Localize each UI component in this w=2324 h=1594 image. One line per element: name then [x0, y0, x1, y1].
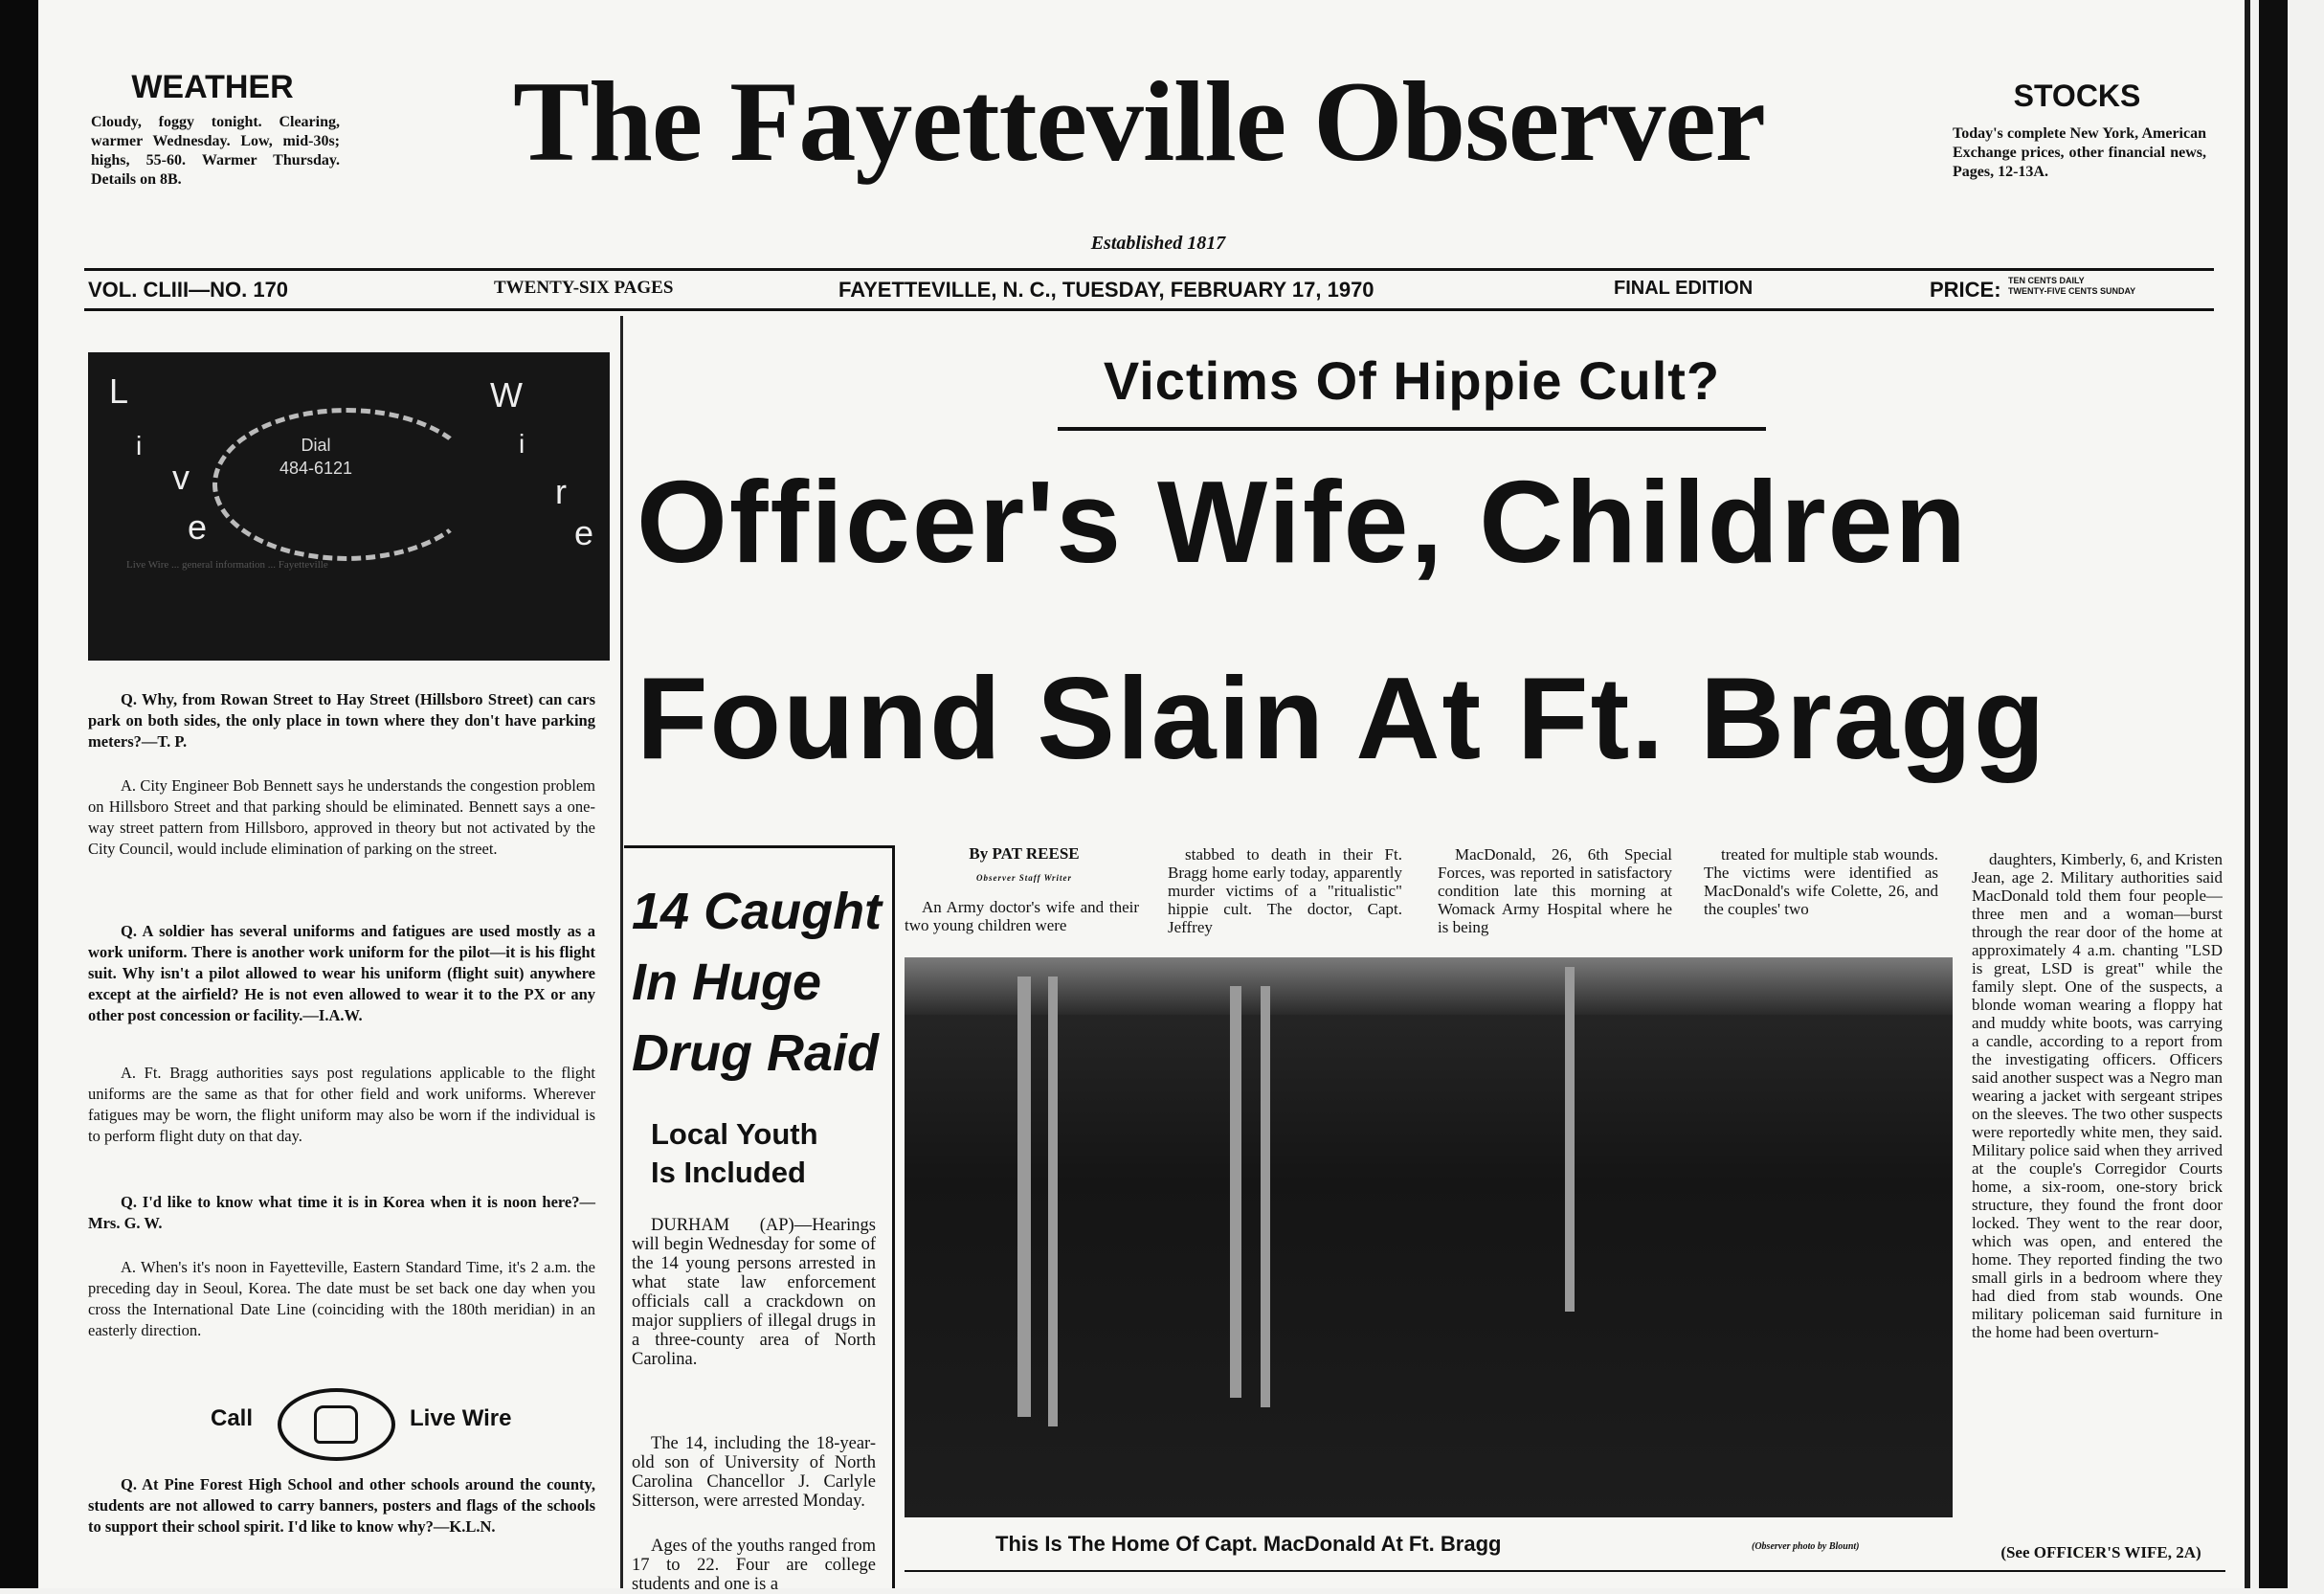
live-wire-letter: i	[136, 431, 143, 460]
photo-post	[1565, 967, 1575, 1312]
byline-title: Observer Staff Writer	[975, 873, 1072, 883]
page-edge-right	[2259, 0, 2288, 1588]
story-column: An Army doctor's wife and their two young children were	[905, 898, 1139, 934]
story-column: daughters, Kimberly, 6, and Kristen Jean, age 2. Military authorities said MacDonald told them four people—three men and a woman—burst through the rear door of the home at approximately 4 a.m. chanting "LSD is great, LSD is great" while the family slept. One of the suspects, a blonde woman wearing a floppy hat and muddy white boots, was carrying a candle, according to a report from the investigating officers. Officers said another suspect was a Negro man wearing a jacket with sergeant stripes on the sleeves. The two other suspects were reportedly white men, they said. Military police said when they arrived at the couple's Corregidor Courts home, a six-room, one-story brick structure, they found the front door locked. They went to the rear door, which was open, and entered the home. They reported finding the two small girls in a bedroom where they had died from stab wounds. One military policeman said furniture in the home had been overturn-	[1972, 850, 2223, 1341]
story-column: stabbed to death in their Ft. Bragg home early today, apparently murder victims of a "ritualistic" hippie cult. The doctor, Capt. Jeffrey	[1168, 845, 1402, 936]
page-count: TWENTY-SIX PAGES	[494, 278, 674, 298]
headline-line: 14 Caught	[632, 883, 883, 940]
photo-roofline	[905, 957, 1953, 1015]
live-wire-label: Live Wire	[410, 1405, 512, 1431]
story-column: treated for multiple stab wounds. The victims were identified as MacDonald's wife Colette, 26, and the couples' two	[1704, 845, 1938, 918]
live-wire-letter: i	[519, 429, 525, 459]
subhead-line: Is Included	[651, 1156, 806, 1189]
column-divider	[620, 316, 623, 1588]
live-wire-letter: v	[172, 458, 190, 497]
call-live-wire	[191, 1388, 536, 1455]
main-headline-line-2: Found Slain At Ft. Bragg	[637, 653, 2047, 783]
drug-raid-paragraph: Ages of the youths ranged from 17 to 22. Four are college students and one is a	[632, 1537, 876, 1594]
photo-post	[1017, 977, 1031, 1417]
story-column: MacDonald, 26, 6th Special Forces, was reported in satisfactory condition late this morning at Womack Army Hospital where he is being	[1438, 845, 1672, 936]
photo-post	[1261, 986, 1270, 1407]
place-date: FAYETTEVILLE, N. C., TUESDAY, FEBRUARY 17, 1970	[838, 278, 1374, 302]
telephone-icon	[278, 1388, 395, 1461]
price-daily: TEN CENTS DAILY	[2008, 276, 2085, 285]
phone-dial-icon	[212, 408, 480, 561]
page-edge-left	[0, 0, 38, 1588]
sidebar-divider	[892, 845, 895, 1588]
price-label: PRICE:	[1930, 278, 2001, 302]
dial-label	[279, 434, 352, 480]
live-wire-letter: r	[555, 472, 567, 511]
photo-post	[1230, 986, 1241, 1398]
live-wire-letter: W	[490, 375, 523, 415]
weather-summary: Cloudy, foggy tonight. Clearing, warmer Wednesday. Low, mid-30s; highs, 55-60. Warmer Thursday. Details on 8B.	[91, 114, 340, 188]
dateline-bottom-rule	[84, 308, 2214, 311]
photo-credit: (Observer photo by Blount)	[1752, 1541, 1860, 1552]
main-headline-line-1: Officer's Wife, Children	[637, 457, 1969, 587]
house-photo	[905, 957, 1953, 1517]
telephone-handset-icon	[314, 1405, 358, 1444]
live-wire-answer: A. City Engineer Bob Bennett says he understands the congestion problem on Hillsboro Street and that parking should be eliminated. Bennett says a one-way street pattern from Hillsboro, approved in theory but not activated by the City Council, would include elimination of parking on the street.	[88, 776, 595, 858]
live-wire-letter: L	[109, 371, 129, 411]
edition-label: FINAL EDITION	[1614, 278, 1754, 299]
live-wire-question: Q. At Pine Forest High School and other schools around the county, students are not allowed to carry banners, posters and flags of the schools to support their school spirit. I'd like to know why?—K.L.N.	[88, 1475, 595, 1536]
price-detail	[2008, 276, 2135, 297]
photo-post	[1048, 977, 1058, 1426]
live-wire-answer: A. When's it's noon in Fayetteville, Eastern Standard Time, it's 2 a.m. the preceding day in Seoul, Korea. The date must be set back one day when you cross the International Date Line (coinciding with the 180th meridian) in an easterly direction.	[88, 1258, 595, 1339]
drug-raid-paragraph: The 14, including the 18-year-old son of University of North Carolina Chancellor J. Carlyle Sitterson, were arrested Monday.	[632, 1434, 876, 1511]
live-wire-question: Q. A soldier has several uniforms and fatigues are used mostly as a work uniform. There is another work uniform for the pilot—it is his flight suit. Why isn't a pilot allowed to wear his uniform (flight suit) anywhere except at the airfield? He is not even allowed to wear it to the PX or any other post concession or facility.—I.A.W.	[88, 922, 595, 1024]
stocks-heading: STOCKS	[2013, 79, 2141, 113]
live-wire-question: Q. Why, from Rowan Street to Hay Street (Hillsboro Street) can cars park on both sides, the only place in town where they don't have parking meters?—T. P.	[88, 690, 595, 751]
photo-shadow	[905, 957, 1953, 1517]
dial-word: Dial	[301, 436, 331, 455]
established-line: Established 1817	[1090, 233, 1226, 254]
dial-number: 484-6121	[279, 459, 353, 478]
drug-raid-subhead	[651, 1115, 881, 1192]
drug-raid-paragraph: DURHAM (AP)—Hearings will begin Wednesday for some of the 14 young persons arrested in what state law enforcement officials call a crackdown on major suppliers of illegal drugs in a three-county area of North Carolina.	[632, 1216, 876, 1369]
live-wire-answer: A. Ft. Bragg authorities says post regulations applicable to the flight uniforms are the same as that for other field and work uniforms. Wherever fatigues may be worn, the flight uniform may also be worn if the individual is to perform flight duty on that day.	[88, 1064, 595, 1145]
bottom-rule	[905, 1570, 2225, 1572]
volume-number: VOL. CLIII—NO. 170	[88, 278, 289, 302]
live-wire-fine-print: Live Wire ... general information ... Fayetteville	[126, 559, 328, 571]
live-wire-logo	[88, 352, 610, 661]
stocks-summary: Today's complete New York, American Exchange prices, other financial news, Pages, 12-13A.	[1953, 125, 2206, 180]
live-wire-question: Q. I'd like to know what time it is in Korea when it is noon here?—Mrs. G. W.	[88, 1193, 595, 1232]
sidebar-top-rule	[624, 845, 892, 848]
kicker-headline: Victims Of Hippie Cult?	[1103, 350, 1721, 411]
subhead-line: Local Youth	[651, 1117, 818, 1151]
newspaper-nameplate: The Fayetteville Observer	[513, 57, 1765, 185]
page-edge-right-line	[2245, 0, 2250, 1588]
headline-line: Drug Raid	[632, 1024, 880, 1082]
weather-heading: WEATHER	[131, 69, 294, 105]
byline: By PAT REESE	[969, 844, 1080, 863]
live-wire-letter: e	[574, 513, 594, 552]
photo-caption: This Is The Home Of Capt. MacDonald At Ft. Bragg	[995, 1532, 1502, 1556]
call-label: Call	[211, 1405, 254, 1431]
live-wire-letter: e	[188, 507, 208, 547]
price-sunday: TWENTY-FIVE CENTS SUNDAY	[2008, 286, 2136, 296]
story-jump-reference: (See OFFICER'S WIFE, 2A)	[2000, 1543, 2201, 1561]
kicker-underline	[1058, 427, 1766, 431]
headline-line: In Huge	[632, 954, 821, 1011]
dateline-bar	[84, 270, 2214, 308]
drug-raid-headline	[632, 876, 888, 1089]
